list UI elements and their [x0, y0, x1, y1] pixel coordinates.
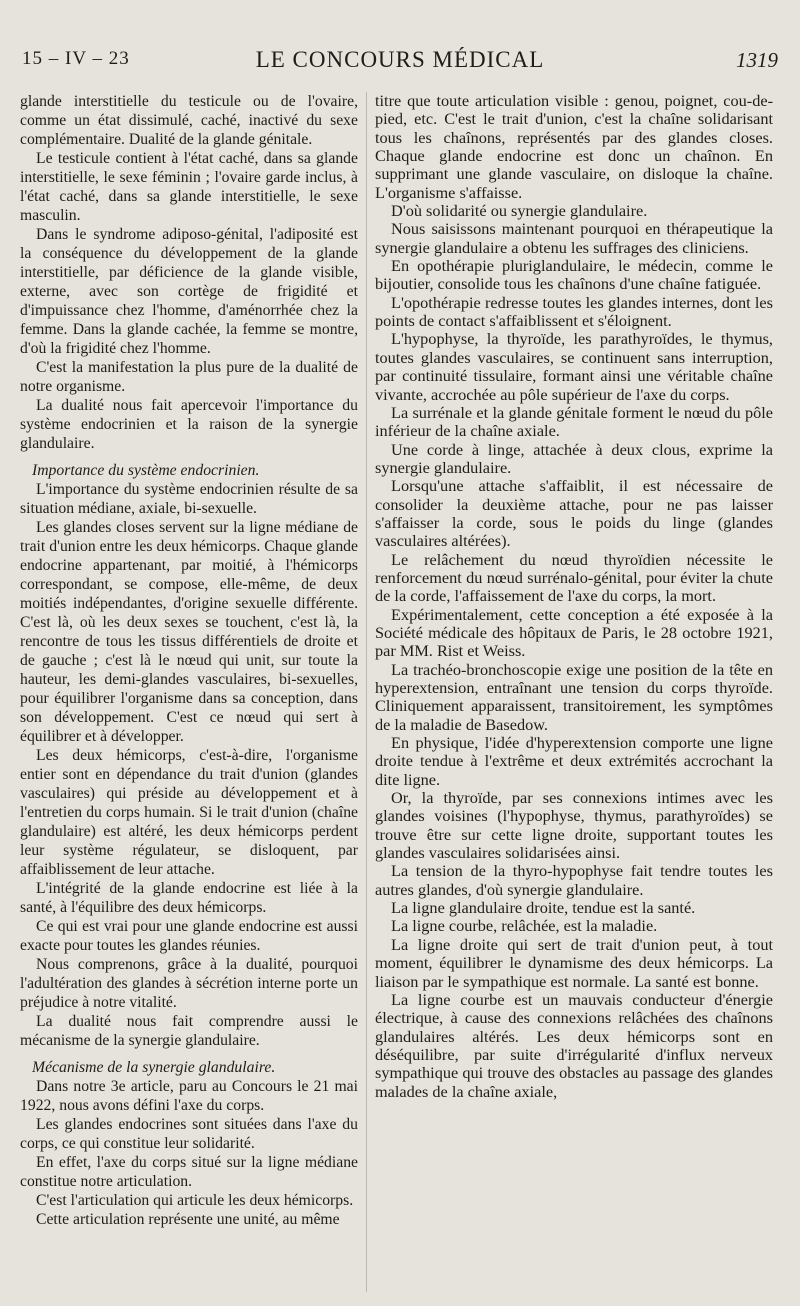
issue-date: 15 – IV – 23 — [22, 48, 130, 69]
paragraph: L'opothérapie redresse toutes les glandes internes, dont les points de contact s'affaiblissent et s'éloignent. — [375, 292, 773, 331]
paragraph: L'intégrité de la glande endocrine est liée à la santé, à l'équilibre des deux hémicorps. — [20, 880, 358, 916]
column-divider — [366, 92, 367, 1292]
section-subheading: Importance du système endocrinien. — [32, 462, 260, 479]
paragraph: glande interstitielle du testicule ou de l'ovaire, comme un état dissimulé, caché, inactivé du sexe complémentaire. Dualité de la glande génitale. — [20, 93, 358, 148]
section-subheading: Mécanisme de la synergie glandulaire. — [32, 1059, 276, 1076]
paragraph: titre que toute articulation visible : genou, poignet, cou-de-pied, etc. C'est le trait d'union, c'est la chaîne solidarisant tous les chaînons, représentés par des glandes closes. Chaque glande endocrine est donc un chaînon. En supprimant une glande vasculaire, on disloque la chaîne. L'organisme s'affaisse. — [375, 91, 773, 202]
paragraph: La ligne glandulaire droite, tendue est la santé. — [391, 898, 696, 918]
paragraph: En opothérapie pluriglandulaire, le médecin, comme le bijoutier, consolide tous les chaînons d'une chaîne fatiguée. — [375, 256, 773, 294]
paragraph: Dans le syndrome adiposo-génital, l'adiposité est la conséquence du développement de la glande interstitielle, par déficience de la glande visible, externe, avec son cortège de frigidité et d'impuissance chez l'homme, d'aménorrhée chez la femme. Dans la glande cachée, la femme se montre, d'où la frigidité chez l'homme. — [20, 226, 358, 357]
paragraph: Les deux hémicorps, c'est-à-dire, l'organisme entier sont en dépendance du trait d'union (glandes vasculaires) qui préside au développement et à l'entretien du corps humain. Si le trait d'union (chaîne glandulaire) est altéré, les deux hémicorps perdent leur système régulateur, se disloquent, par affaiblissement de leur attache. — [20, 747, 358, 878]
paragraph: Cette articulation représente une unité, au même — [36, 1211, 340, 1228]
page-number: 1319 — [736, 48, 778, 72]
paragraph: C'est la manifestation la plus pure de la dualité de notre organisme. — [20, 359, 358, 395]
paragraph: Nous comprenons, grâce à la dualité, pourquoi l'adultération des glandes à sécrétion interne porte un préjudice à notre vitalité. — [20, 956, 358, 1011]
paragraph: La ligne droite qui sert de trait d'union peut, à tout moment, équilibrer le dynamisme des deux hémicorps. La liaison par le sympathique est normale. La santé est bonne. — [375, 934, 773, 991]
paragraph: Nous saisissons maintenant pourquoi en thérapeutique la synergie glandulaire a obtenu les suffrages des cliniciens. — [375, 219, 773, 257]
paragraph: C'est l'articulation qui articule les deux hémicorps. — [36, 1192, 354, 1209]
paragraph: En physique, l'idée d'hyperextension comporte une ligne droite tendue à l'extrême et deux extrémités accrochant la dite ligne. — [375, 733, 773, 789]
paragraph: Le testicule contient à l'état caché, dans sa glande interstitielle, le sexe féminin ; l'ovaire garde inclus, à l'état caché, dans sa glande interstitielle, le sexe masculin. — [20, 150, 358, 224]
paragraph: La ligne courbe, relâchée, est la maladie. — [391, 916, 658, 936]
paragraph: Or, la thyroïde, par ses connexions intimes avec les glandes voisines (l'hypophyse, thymus, parathyroïdes) se trouve être sur cette ligne droite, supportant toutes les glandes vasculaires solidarisées ainsi. — [375, 788, 773, 863]
paragraph: En effet, l'axe du corps situé sur la ligne médiane constitue notre articulation. — [20, 1154, 358, 1190]
right-text-column — [375, 92, 773, 1101]
paragraph: D'où solidarité ou synergie glandulaire. — [391, 201, 648, 221]
journal-title: LE CONCOURS MÉDICAL — [255, 47, 545, 72]
left-text-column — [20, 92, 358, 1229]
paragraph: Les glandes endocrines sont situées dans l'axe du corps, ce qui constitue leur solidarité. — [20, 1116, 358, 1152]
paragraph: Le relâchement du nœud thyroïdien nécessite le renforcement du nœud surrénalo-génital, pour éviter la chute de la corde, l'affaissement de l'axe du corps, la mort. — [375, 549, 773, 606]
paragraph: Lorsqu'une attache s'affaiblit, il est nécessaire de consolider la deuxième attache, pour ne pas laisser s'affaisser la corde, sous le poids du linge (glandes vasculaires altérées). — [375, 476, 773, 551]
paragraph: La ligne courbe est un mauvais conducteur d'énergie électrique, à cause des connexions relâchées des chaînons glandulaires altérés. Les deux hémicorps sont en déséquilibre, par suite d'irrégularité d'influx nerveux sympathique qui trouve des obstacles au passage des glandes malades de la chaîne axiale, — [375, 989, 773, 1101]
paragraph: Une corde à linge, attachée à deux clous, exprime la synergie glandulaire. — [375, 439, 773, 477]
paragraph: Ce qui est vrai pour une glande endocrine est aussi exacte pour toutes les glandes réunies. — [20, 918, 358, 954]
paragraph: Dans notre 3e article, paru au Concours le 21 mai 1922, nous avons défini l'axe du corps. — [20, 1078, 358, 1114]
paragraph: L'hypophyse, la thyroïde, les parathyroïdes, le thymus, toutes glandes vasculaires, se continuent sans interruption, par continuité tissulaire, formant ainsi une véritable chaîne vivante, accrochée au pôle supérieur de l'axe du corps. — [375, 329, 773, 404]
paragraph: La dualité nous fait comprendre aussi le mécanisme de la synergie glandulaire. — [20, 1013, 358, 1049]
paragraph: La dualité nous fait apercevoir l'importance du système endocrinien et la raison de la synergie glandulaire. — [20, 397, 358, 452]
paragraph: Expérimentalement, cette conception a été exposée à la Société médicale des hôpitaux de Paris, le 28 octobre 1921, par MM. Rist et Weiss. — [375, 604, 773, 661]
paragraph: La tension de la thyro-hypophyse fait tendre toutes les autres glandes, d'où synergie glandulaire. — [375, 861, 773, 899]
paragraph: Les glandes closes servent sur la ligne médiane de trait d'union entre les deux hémicorps. Chaque glande endocrine appartenant, par moitié, à l'hémicorps correspondant, se compose, elle-même, de deux moitiés indépendantes, d'origine sexuelle différente. C'est là, où les deux sexes se touchent, c'est là, la rencontre de tous les tissus différentiels de droite et de gauche ; c'est là le nœud qui unit, sur toute la hauteur, les demi-glandes vasculaires, bi-sexuelles, pour équilibrer l'organisme dans sa conception, dans son développement. C'est ce nœud qui sert à équilibrer et à développer. — [20, 519, 358, 745]
paragraph: L'importance du système endocrinien résulte de sa situation médiane, axiale, bi-sexuelle. — [20, 481, 358, 517]
paragraph: La trachéo-bronchoscopie exige une position de la tête en hyperextension, entraînant une tension du corps thyroïde. Cliniquement apparaissent, transitoirement, les symptômes de la maladie de Basedow. — [375, 659, 773, 734]
paragraph: La surrénale et la glande génitale forment le nœud du pôle inférieur de la chaîne axiale. — [375, 402, 773, 441]
